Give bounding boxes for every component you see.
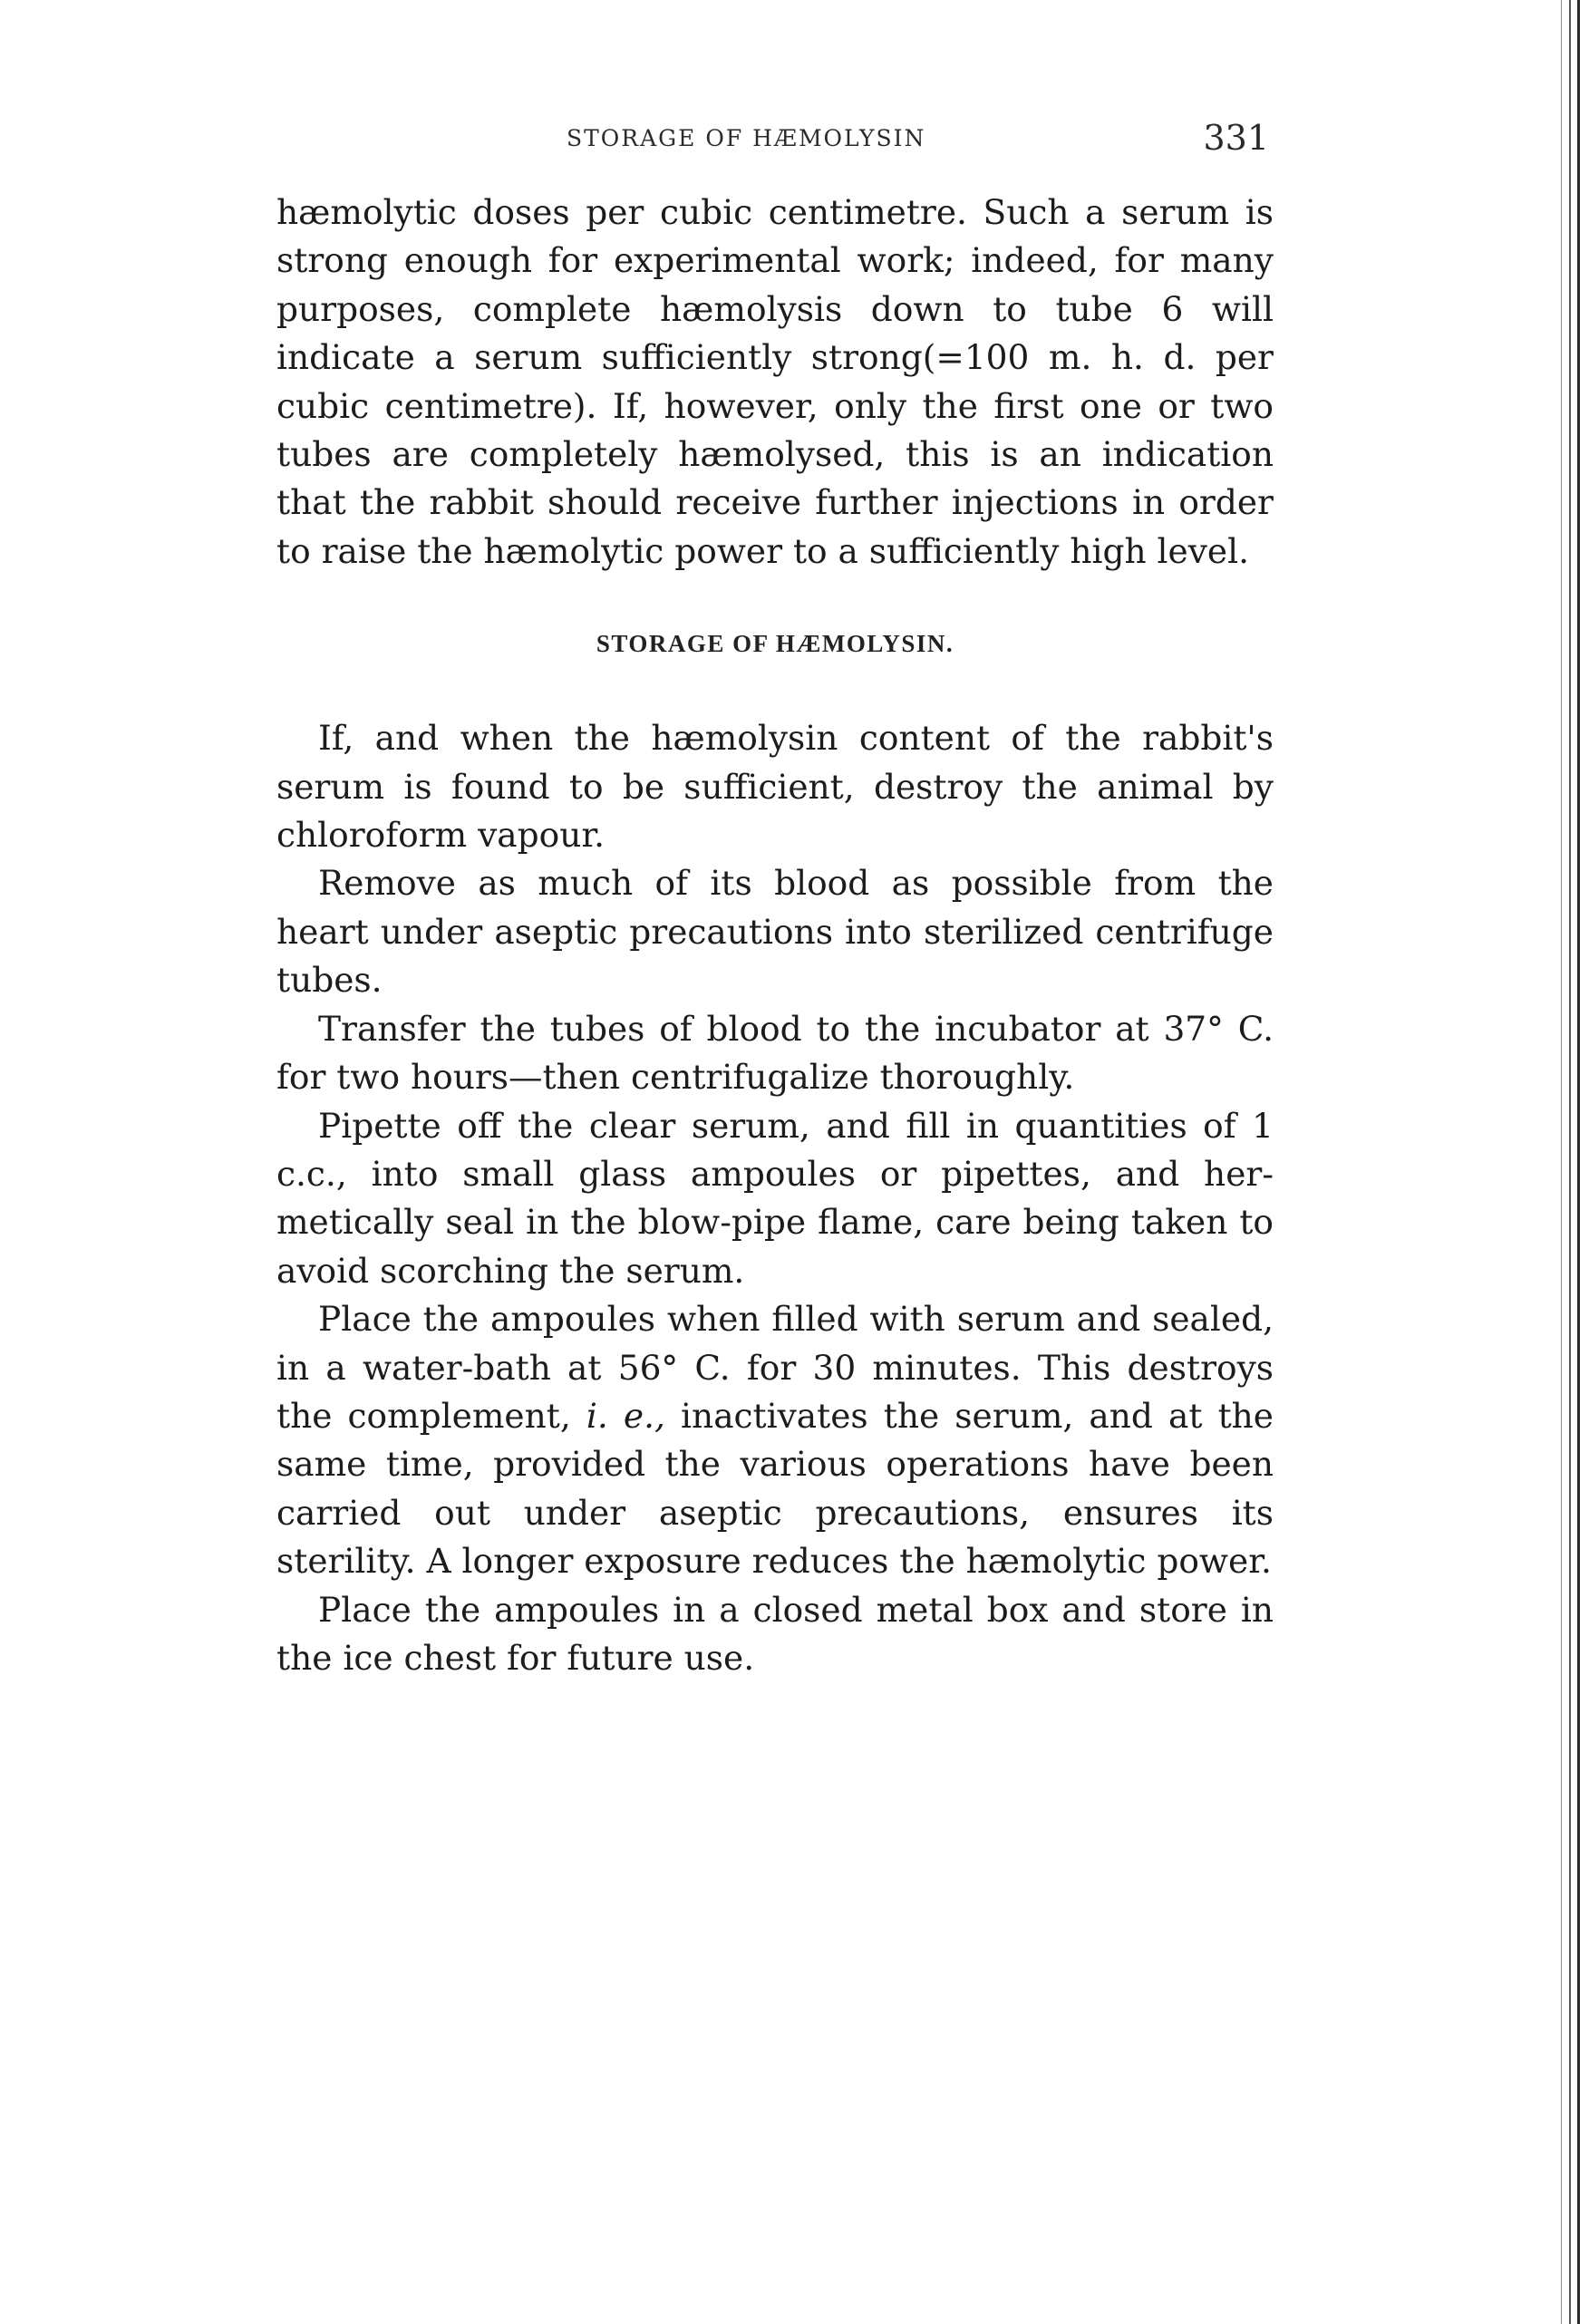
paragraph-store-ampoules: Place the ampoules in a closed metal box and store in the ice chest for future use.: [276, 1589, 1274, 1678]
running-title: STORAGE OF HÆMOLYSIN: [567, 125, 926, 151]
page-edge-line: [1561, 0, 1562, 2324]
page-edge-line: [1577, 0, 1580, 2324]
paragraph-continued: hæmolytic doses per cubic centimetre. Such a serum is strong enough for experimental work; indeed, for many purposes, complete hæmolysis down to tube 6 will indicate a serum sufficiently strong(=100 m. h. d. per cubic centimetre). If, however, only the first one or two tubes are completely hæmolysed, this is an indication that the rabbit should receive further injections in order to raise the hæmolytic power to a sufficiently high level.: [276, 192, 1274, 571]
paragraph-water-bath-italic: i. e.,: [586, 1395, 665, 1436]
paragraph-water-bath: [276, 1295, 1274, 1585]
page-number: 331: [1203, 118, 1269, 158]
section-heading: STORAGE OF HÆMOLYSIN.: [596, 630, 954, 658]
paragraph-water-bath-text-a: Place the ampoules when filled with serum and sealed, in a water-bath at 56° C. for 30 minutes. This destroys the complement,: [276, 1299, 1274, 1436]
body-text: [276, 189, 1274, 1682]
page-edge-line: [1569, 0, 1571, 2324]
paragraph-incubate: Transfer the tubes of blood to the incubator at 37° C. for two hours—then centrifugalize thoroughly.: [276, 1008, 1274, 1098]
paragraph-remove-blood: Remove as much of its blood as possible from the heart under aseptic precautions into sterilized centrifuge tubes.: [276, 863, 1274, 1001]
running-head: [276, 116, 1274, 161]
paragraph-water-bath-text-b: inactivates the serum, and at the same time, provided the various operations have been carried out under aseptic precautions, ensures its sterility. A longer exposure reduces the hæmolytic power.: [276, 1395, 1274, 1582]
paragraph-destroy-animal: If, and when the hæmolysin content of the rabbit's serum is found to be sufficient, destroy the animal by chloroform vapour.: [276, 718, 1274, 856]
paragraph-pipette-serum: Pipette off the clear serum, and fill in quantities of 1 c.c., into small glass ampoules or pipettes, and hermetically seal in the blow-pipe flame, care being taken to avoid scorching the serum.: [276, 1105, 1274, 1291]
